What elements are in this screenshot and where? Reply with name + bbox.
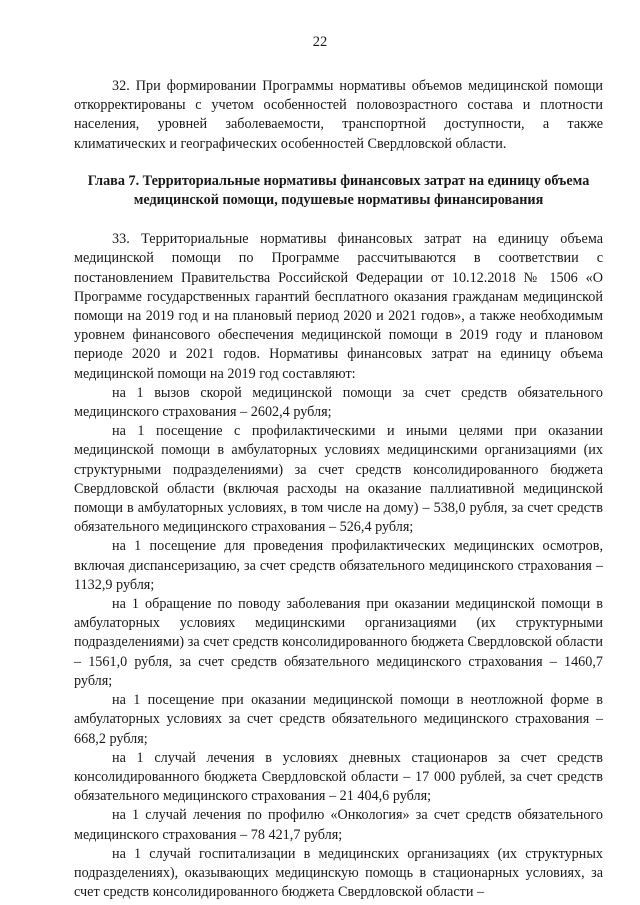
paragraph-hospitalization: на 1 случай госпитализации в медицинских организациях (их структурных подразделениях), оказывающих медицинскую помощь в стационарных условиях, за счет средств консолидированного бюджета Свердловской области –	[74, 845, 603, 901]
document-body	[74, 77, 603, 902]
paragraph-32: 32. При формировании Программы нормативы объемов медицинской помощи откорректированы с учетом особенностей половозрастного состава и плотности населения, уровней заболеваемости, транспортной доступности, а также климатических и географических особенностей Свердловской области.	[74, 78, 603, 152]
paragraph-ambulance: на 1 вызов скорой медицинской помощи за счет средств обязательного медицинского страхования – 2602,4 рубля;	[74, 384, 603, 421]
paragraph-urgent-care: на 1 посещение при оказании медицинской помощи в неотложной форме в амбулаторных условиях за счет средств обязательного медицинского страхования – 668,2 рубля;	[74, 692, 603, 747]
paragraph-oncology: на 1 случай лечения по профилю «Онкология» за счет средств обязательного медицинского страхования – 78 421,7 рубля;	[74, 807, 603, 843]
paragraph-day-hospital: на 1 случай лечения в условиях дневных стационаров за счет средств консолидированного бюджета Свердловской области – 17 000 рублей, за счет средств обязательного медицинского страхования – 21 404,6 рубля;	[74, 749, 603, 805]
chapter-heading: Глава 7. Территориальные нормативы финансовых затрат на единицу объема медицинской помощи, подушевые нормативы финансирования	[87, 172, 590, 209]
paragraph-disease-appeal: на 1 обращение по поводу заболевания при оказании медицинской помощи в амбулаторных условиях медицинскими организациями (их структурными подразделениями) за счет средств консолидированного бюджета Свердловской области – 1561,0 рубля, за счет средств обязательного медицинского страхования – 1460,7 рубля;	[74, 596, 603, 689]
page-number: 22	[312, 34, 328, 50]
paragraph-33: 33. Территориальные нормативы финансовых затрат на единицу объема медицинской помощи по Программе рассчитываются в соответствии с постановлением Правительства Российской Федерации от 10.12.2018 № 1506 «О Программе государственных гарантий бесплатного оказания гражданам медицинской помощи на 2019 год и на плановый период 2020 и 2021 годов», а также необходимым уровнем финансового обеспечения медицинской помощи в 2019 году и плановом периоде 2020 и 2021 годов. Нормативы финансовых затрат на единицу объема медицинской помощи на 2019 год составляют:	[74, 231, 603, 382]
paragraph-medical-exam: на 1 посещение для проведения профилактических медицинских осмотров, включая диспансеризацию, за счет средств обязательного медицинского страхования – 1132,9 рубля;	[74, 538, 603, 593]
paragraph-prophylactic-visit: на 1 посещение с профилактическими и иными целями при оказании медицинской помощи в амбулаторных условиях медицинскими организациями (их структурными подразделениями) за счет средств консолидированного бюджета Свердловской области (включая расходы на оказание паллиативной медицинской помощи в амбулаторных условиях, в том числе на дому) – 538,0 рубля, за счет средств обязательного медицинского страхования – 526,4 рубля;	[74, 423, 603, 536]
